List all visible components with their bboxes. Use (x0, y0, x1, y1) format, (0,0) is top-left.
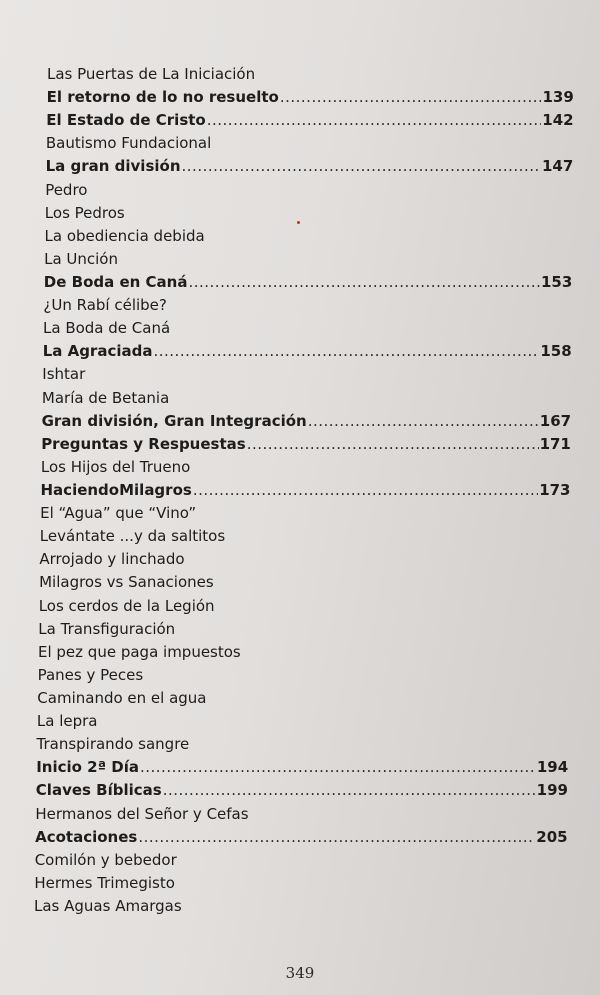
dot-leader (182, 156, 541, 176)
chapter-page-number: 173 (539, 481, 571, 499)
chapter-page-number: 167 (539, 411, 572, 430)
chapter-page-number: 158 (540, 342, 572, 361)
toc-subsection-entry: Transpirando sangre (36, 735, 190, 754)
toc-subsection-entry: La lepra (36, 712, 98, 731)
toc-subsection-entry: Arrojado y linchado (39, 550, 185, 569)
dot-leader (207, 110, 542, 130)
toc-chapter-entry (47, 87, 574, 107)
toc-chapter-entry (46, 110, 573, 130)
dot-leader (193, 480, 538, 500)
toc-subsection-entry: Caminando en el agua (37, 689, 207, 707)
chapter-page-number: 147 (541, 157, 574, 176)
toc-subsection-entry: Pedro (45, 180, 88, 199)
toc-chapter-entry (46, 156, 574, 176)
toc-subsection-entry: El “Agua” que “Vino” (40, 504, 197, 523)
toc-subsection-entry: Ishtar (42, 365, 86, 384)
toc-subsection-entry: Hermes Trimegisto (34, 873, 175, 892)
chapter-title: Preguntas y Respuestas (41, 434, 246, 453)
toc-subsection-entry: El pez que paga impuestos (38, 642, 241, 661)
chapter-title: HaciendoMilagros (40, 481, 192, 499)
toc-subsection-entry: Los Pedros (44, 203, 125, 222)
toc-subsection-entry: La Transfiguración (38, 619, 176, 638)
page-number: 349 (285, 964, 315, 982)
dot-leader (308, 411, 539, 431)
toc-chapter-entry (41, 434, 571, 454)
dot-leader (153, 341, 539, 361)
toc-chapter-entry (36, 780, 568, 800)
dot-leader (138, 827, 535, 847)
toc-chapter-entry (41, 480, 571, 500)
chapter-title: Acotaciones (35, 827, 138, 846)
chapter-page-number: 199 (536, 781, 568, 800)
chapter-page-number: 142 (542, 111, 574, 130)
toc-chapter-entry (42, 411, 572, 431)
toc-subsection-entry: Las Puertas de La Iniciación (47, 65, 256, 83)
toc-subsection-entry: María de Betania (41, 388, 170, 407)
chapter-title: La gran división (45, 157, 181, 176)
toc-chapter-entry (43, 341, 572, 361)
dot-leader (188, 272, 540, 292)
dot-leader (247, 434, 539, 454)
chapter-page-number: 153 (540, 273, 573, 291)
dot-leader (280, 87, 542, 107)
toc-subsection-entry: Bautismo Fundacional (45, 134, 212, 153)
toc-subsection-entry: Los Hijos del Trueno (40, 457, 191, 476)
toc-chapter-entry (44, 272, 573, 292)
toc-subsection-entry: La Boda de Caná (43, 319, 171, 338)
chapter-page-number: 194 (536, 758, 569, 777)
chapter-title: El retorno de lo no resuelto (46, 88, 279, 107)
dot-leader (163, 780, 536, 800)
toc-subsection-entry: Los cerdos de la Legión (38, 596, 215, 615)
chapter-title: El Estado de Cristo (46, 111, 206, 130)
toc-subsection-entry: Comilón y bebedor (34, 850, 177, 869)
toc-chapter-entry (35, 827, 568, 847)
toc-subsection-entry: Panes y Peces (37, 665, 144, 684)
chapter-page-number: 171 (539, 434, 571, 453)
chapter-page-number: 205 (536, 827, 568, 846)
toc-subsection-entry: Milagros vs Sanaciones (39, 573, 214, 592)
chapter-title: Inicio 2ª Día (36, 758, 139, 777)
toc-subsection-entry: La Unción (44, 249, 118, 268)
ink-speck (297, 221, 300, 224)
toc-chapter-entry (36, 757, 568, 777)
chapter-page-number: 139 (542, 88, 574, 107)
toc-subsection-entry: Las Aguas Amargas (34, 897, 182, 915)
toc-subsection-entry: La obediencia debida (44, 226, 205, 245)
dot-leader (140, 757, 536, 777)
chapter-title: La Agraciada (42, 342, 153, 361)
chapter-title: Claves Bíblicas (35, 781, 162, 800)
chapter-title: De Boda en Caná (43, 273, 188, 291)
toc-subsection-entry: ¿Un Rabí célibe? (43, 296, 167, 315)
toc-subsection-entry: Levántate ...y da saltitos (39, 527, 226, 546)
toc-subsection-entry: Hermanos del Señor y Cefas (35, 804, 249, 823)
chapter-title: Gran división, Gran Integración (41, 411, 307, 430)
